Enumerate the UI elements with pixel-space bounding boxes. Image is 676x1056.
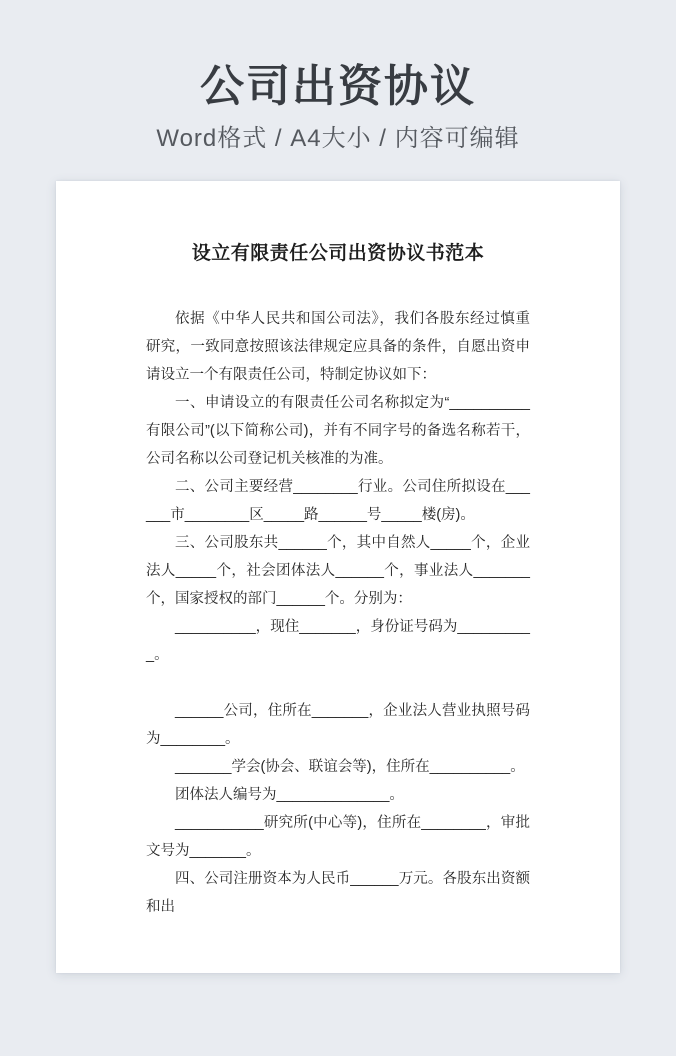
paragraph: 四、公司注册资本为人民币______万元。各股东出资额和出 [146,871,530,915]
document-page-preview [56,181,620,973]
paragraph: 一、申请设立的有限责任公司名称拟定为“__________有限公司”(以下简称公司)，并有不同字号的备选名称若干，公司名称以公司登记机关核准的为准。 [146,395,530,467]
paragraph: ___________研究所(中心等)，住所在________，审批文号为_______。 [146,815,530,859]
paragraph: __________，现住_______，身份证号码为__________。 [146,619,530,663]
paragraph: 团体法人编号为______________。 [175,787,404,803]
paragraph: 二、公司主要经营________行业。公司住所拟设在______市________区_____路______号_____楼(房)。 [146,479,530,523]
paragraph: 依据《中华人民共和国公司法》，我们各股东经过慎重研究，一致同意按照该法律规定应具备的条件，自愿出资申请设立一个有限责任公司，特制定协议如下： [146,311,530,383]
paragraph: 三、公司股东共______个，其中自然人_____个，企业法人_____个，社会团体法人______个，事业法人_______个，国家授权的部门______个。分别为： [146,535,530,607]
header-banner [0,0,676,154]
document-title: 设立有限责任公司出资协议书范本 [191,243,485,264]
paragraph: _______学会(协会、联谊会等)，住所在__________。 [175,759,525,775]
paragraph: ______公司，住所在_______，企业法人营业执照号码为________。 [146,703,530,747]
banner-title: 公司出资协议 [200,62,476,111]
banner-subtitle: Word格式 / A4大小 / 内容可编辑 [156,125,520,152]
document-body [146,305,530,921]
